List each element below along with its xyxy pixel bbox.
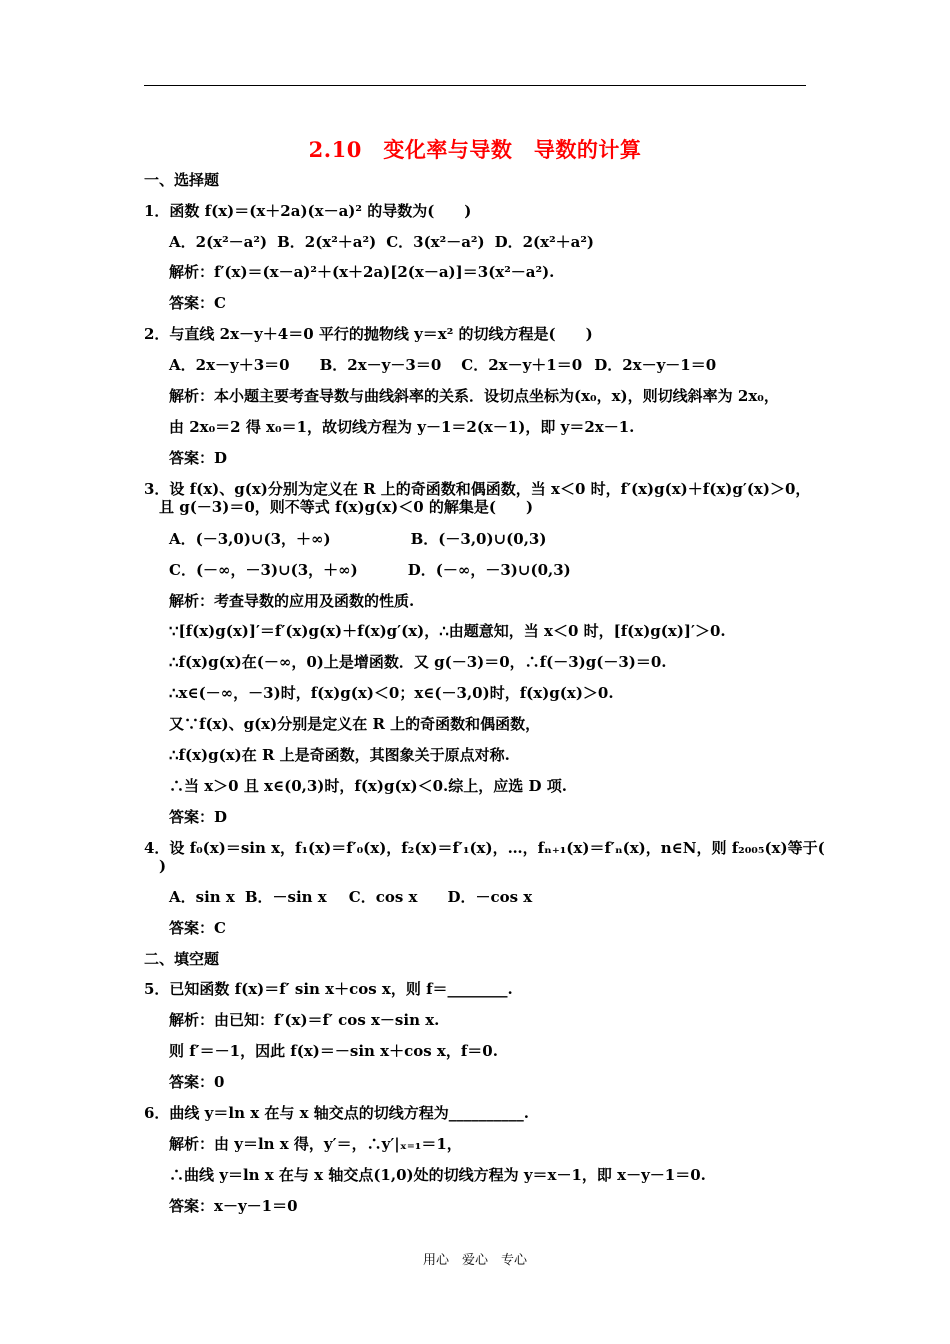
option: A．sin x: [169, 888, 235, 906]
option: A．2(x²－a²): [169, 233, 268, 251]
solution-text: 答案：x－y－1＝0: [169, 1197, 298, 1215]
option: C．2x－y＋1＝0: [461, 356, 583, 374]
option: A．2x－y＋3＝0: [169, 356, 290, 374]
solution-text: 解析：本小题主要考查导数与曲线斜率的关系．设切点坐标为(x₀，x)，则切线斜率为 2x₀，: [169, 387, 779, 405]
solution-text: 答案：C: [169, 919, 226, 937]
option: C．3(x²－a²): [386, 233, 485, 251]
solution-text: ∵[f(x)g(x)]′＝f′(x)g(x)＋f(x)g′(x)，∴由题意知，当 x＜0 时，[f(x)g(x)]′＞0.: [169, 622, 726, 640]
solution-text: ∴x∈(－∞，－3)时，f(x)g(x)＜0；x∈(－3,0)时，f(x)g(x)＞0.: [169, 684, 614, 702]
options-row: [169, 888, 532, 906]
solution-text: 解析：由 y＝ln x 得，y′＝，∴y′|ₓ₌₁＝1，: [169, 1135, 462, 1153]
options-row: [169, 356, 716, 374]
question-text: 3．设 f(x)、g(x)分别为定义在 R 上的奇函数和偶函数，当 x＜0 时，f′(x)g(x)＋f(x)g′(x)＞0，: [144, 480, 811, 498]
question-text: 6．曲线 y＝ln x 在与 x 轴交点的切线方程为__________.: [144, 1104, 529, 1122]
question-text: 1．函数 f(x)＝(x＋2a)(x－a)² 的导数为( ): [144, 202, 472, 220]
section-heading: 二、填空题: [144, 950, 220, 968]
header-rule: [144, 85, 806, 86]
option: D．(－∞，－3)∪(0,3): [407, 561, 571, 579]
question-text: 2．与直线 2x－y＋4＝0 平行的抛物线 y＝x² 的切线方程是( ): [144, 325, 593, 343]
option: D．－cos x: [447, 888, 533, 906]
options-row: [169, 233, 594, 251]
option: B．－sin x: [244, 888, 327, 906]
option: C．(－∞，－3)∪(3，＋∞): [169, 561, 358, 579]
solution-text: ∴曲线 y＝ln x 在与 x 轴交点(1,0)处的切线方程为 y＝x－1，即 x－y－1＝0.: [169, 1166, 706, 1184]
page-footer: 用心 爱心 专心: [422, 1253, 527, 1268]
solution-text: ∴f(x)g(x)在 R 上是奇函数，其图象关于原点对称.: [169, 746, 510, 764]
option: B．2(x²＋a²): [277, 233, 377, 251]
solution-text: 答案：D: [169, 449, 228, 467]
option: A．(－3,0)∪(3，＋∞): [169, 530, 331, 548]
solution-text: 答案：C: [169, 294, 226, 312]
question-text: 且 g(－3)＝0，则不等式 f(x)g(x)＜0 的解集是( ): [144, 498, 534, 516]
section-heading: 一、选择题: [144, 171, 220, 189]
solution-text: 则 f′＝－1，因此 f(x)＝－sin x＋cos x，f＝0.: [169, 1042, 498, 1060]
question-text: ): [144, 857, 167, 875]
page-title: 2.10 变化率与导数 导数的计算: [308, 137, 642, 162]
question-text: 5．已知函数 f(x)＝f′ sin x＋cos x，则 f＝________.: [144, 980, 513, 998]
solution-text: 又∵f(x)、g(x)分别是定义在 R 上的奇函数和偶函数，: [169, 715, 541, 733]
options-row: [169, 561, 571, 579]
option: C．cos x: [348, 888, 418, 906]
solution-text: 解析：f′(x)＝(x－a)²＋(x＋2a)[2(x－a)]＝3(x²－a²).: [169, 263, 555, 281]
solution-text: 解析：由已知：f′(x)＝f′ cos x－sin x.: [169, 1011, 440, 1029]
solution-text: 答案：D: [169, 808, 228, 826]
option: D．2(x²＋a²): [494, 233, 595, 251]
option: B．(－3,0)∪(0,3): [410, 530, 547, 548]
option: B．2x－y－3＝0: [319, 356, 442, 374]
options-row: [169, 530, 546, 548]
question-text: 4．设 f₀(x)＝sin x，f₁(x)＝f′₀(x)，f₂(x)＝f′₁(x)，…，fₙ₊₁(x)＝f′ₙ(x)，n∈N，则 f₂₀₀₅(x)等于(: [144, 839, 825, 857]
solution-text: 解析：考查导数的应用及函数的性质.: [169, 592, 415, 610]
solution-text: ∴当 x＞0 且 x∈(0,3)时，f(x)g(x)＜0.综上，应选 D 项.: [169, 777, 567, 795]
solution-text: 由 2x₀＝2 得 x₀＝1，故切线方程为 y－1＝2(x－1)，即 y＝2x－1.: [169, 418, 635, 436]
solution-text: ∴f(x)g(x)在(－∞，0)上是增函数．又 g(－3)＝0，∴f(－3)g(－3)＝0.: [169, 653, 667, 671]
solution-text: 答案：0: [169, 1073, 225, 1091]
option: D．2x－y－1＝0: [594, 356, 717, 374]
